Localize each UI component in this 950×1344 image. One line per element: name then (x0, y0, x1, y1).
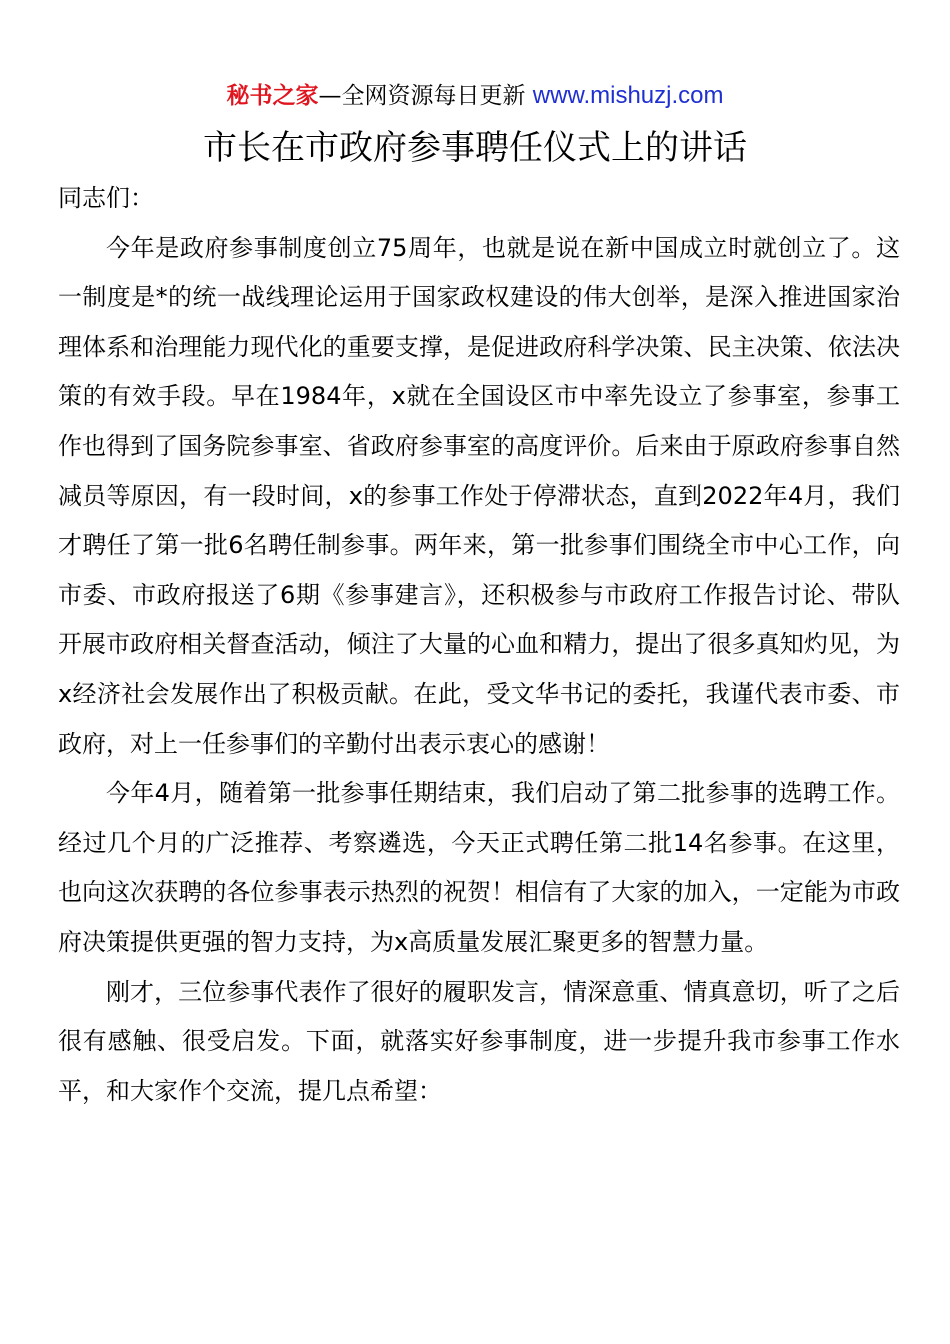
site-banner (0, 80, 950, 112)
paragraph: 刚才，三位参事代表作了很好的履职发言，情深意重、情真意切，听了之后很有感触、很受启发。下面，就落实好参事制度，进一步提升我市参事工作水平，和大家作个交流，提几点希望： (58, 977, 900, 1105)
banner-tagline: —全网资源每日更新 (318, 83, 533, 109)
brand-name: 秘书之家 (226, 83, 319, 109)
document-body (58, 174, 900, 1116)
paragraph: 今年是政府参事制度创立75周年，也就是说在新中国成立时就创立了。这一制度是*的统一战线理论运用于国家政权建设的伟大创举，是深入推进国家治理体系和治理能力现代化的重要支撑，是促进政府科学决策、民主决策、依法决策的有效手段。早在1984年，x就在全国设区市中率先设立了参事室，参事工作也得到了国务院参事室、省政府参事室的高度评价。后来由于原政府参事自然减员等原因，有一段时间，x的参事工作处于停滞状态，直到2022年4月，我们才聘任了第一批6名聘任制参事。两年来，第一批参事们围绕全市中心工作，向市委、市政府报送了6期《参事建言》，还积极参与市政府工作报告讨论、带队开展市政府相关督查活动，倾注了大量的心血和精力，提出了很多真知灼见，为x经济社会发展作出了积极贡献。在此，受文华书记的委托，我谨代表市委、市政府，对上一任参事们的辛勤付出表示衷心的感谢！ (58, 233, 900, 758)
document-title: 市长在市政府参事聘任仪式上的讲话 (203, 128, 747, 168)
paragraph: 今年4月，随着第一批参事任期结束，我们启动了第二批参事的选聘工作。经过几个月的广泛推荐、考察遴选，今天正式聘任第二批14名参事。在这里，也向这次获聘的各位参事表示热烈的祝贺！相信有了大家的加入，一定能为市政府决策提供更强的智力支持，为x高质量发展汇聚更多的智慧力量。 (58, 779, 900, 956)
site-url-link[interactable]: www.mishuzj.com (532, 82, 724, 109)
salutation: 同志们： (58, 184, 154, 212)
